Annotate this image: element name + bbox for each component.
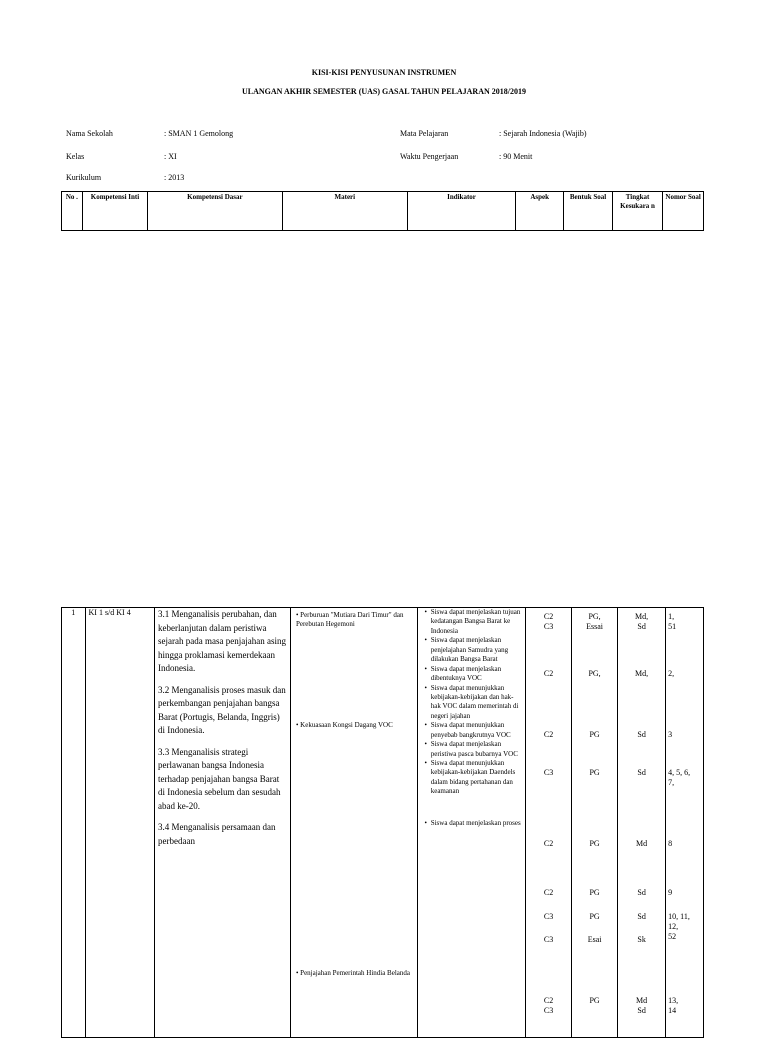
indikator-item: • Siswa dapat menunjukkan kebijakan-kebijakan dan hak-hak VOC dalam memerintah di negeri jajahan — [424, 683, 519, 720]
kd-item: 3.3 Menganalisis strategi perlawanan bangsa Indonesia terhadap penjajahan bangsa Barat di Indonesia sebelum dan sesudah abad ke-20. — [158, 746, 281, 811]
tingkat-value: Sd — [637, 888, 646, 897]
aspek-value: C2 C3 — [543, 996, 554, 1015]
tingkat-value: Sd — [637, 912, 646, 921]
header-kompetensi-inti: Kompetensi Inti — [82, 192, 147, 231]
curriculum-value: : 2013 — [164, 173, 185, 182]
class-value: : XI — [164, 152, 177, 161]
kd-item: 3.2 Menganalisis proses masuk dan perkembangan penjajahan bangsa Barat (Portugis, Belanda, Inggris) di Indonesia. — [158, 684, 286, 735]
class-label: Kelas — [66, 152, 85, 161]
indikator-item: • Siswa dapat menunjukkan penyebab bangkrutnya VOC — [424, 721, 511, 739]
indikator-item: • Siswa dapat menjelaskan dibentuknya VOC — [424, 664, 502, 683]
bentuk-value: PG, Essai — [586, 612, 604, 631]
nomor-value: 13, 14 — [668, 996, 679, 1015]
time-value: : 90 Menit — [499, 152, 533, 161]
nomor-value: 10, 11, 12, 52 — [668, 912, 690, 941]
header-kompetensi-dasar: Kompetensi Dasar — [148, 192, 283, 231]
indikator-item: • Siswa dapat menunjukkan kebijakan-kebijakan Daendels dalam bidang pertahanan dan keamanan — [424, 759, 516, 796]
table-row — [62, 608, 704, 1038]
bentuk-value: PG — [589, 912, 600, 921]
aspek-value: C2 — [543, 888, 554, 897]
cell-ki: KI 1 s/d KI 4 — [85, 608, 155, 1038]
materi-item: • Penjajahan Pemerintah Hindia Belanda — [295, 969, 410, 977]
cell-kompetensi-dasar — [155, 608, 291, 1038]
bentuk-value: PG — [589, 730, 600, 739]
bentuk-value: PG — [589, 839, 600, 848]
school-value: : SMAN 1 Gemolong — [164, 129, 234, 138]
tingkat-value: Sd — [637, 730, 646, 739]
tingkat-value: Md, Sd — [635, 612, 649, 631]
indikator-item: • Siswa dapat menjelaskan penjelajahan Samudra yang dilakukan Bangsa Barat — [424, 636, 509, 664]
time-label: Waktu Pengerjaan — [400, 152, 459, 161]
nomor-value: 3 — [668, 730, 673, 739]
bentuk-value: Esai — [587, 935, 602, 944]
header-indikator: Indikator — [407, 192, 515, 231]
aspek-value: C2 — [543, 730, 554, 739]
nomor-value: 1, 51 — [668, 612, 677, 631]
subject-value: : Sejarah Indonesia (Wajib) — [499, 129, 587, 138]
cell-materi — [290, 608, 417, 1038]
aspek-value: C3 — [543, 768, 554, 777]
materi-item: • Perburuan "Mutiara Dari Timur" dan Perebutan Hegemoni — [295, 611, 404, 629]
header-materi: Materi — [282, 192, 407, 231]
tingkat-value: Md, — [635, 669, 649, 678]
aspek-value: C2 — [543, 839, 554, 848]
bentuk-value: PG — [589, 768, 600, 777]
curriculum-label: Kurikulum — [66, 173, 102, 182]
school-label: Nama Sekolah — [66, 129, 113, 138]
subject-label: Mata Pelajaran — [400, 129, 449, 138]
nomor-value: 9 — [668, 888, 673, 897]
kd-item: 3.1 Menganalisis perubahan, dan keberlanjutan dalam peristiwa sejarah pada masa penjajahan asing hingga proklamasi kemerdekaan Indonesia. — [158, 609, 286, 673]
cell-aspek — [526, 608, 572, 1038]
indikator-item: • Siswa dapat menjelaskan proses — [424, 818, 521, 827]
cell-bentuk-soal — [572, 608, 618, 1038]
kd-item: 3.4 Menganalisis persamaan dan perbedaan — [158, 822, 276, 846]
header-no: No . — [62, 192, 83, 231]
indikator-item: • Siswa dapat menjelaskan tujuan kedatangan Bangsa Barat ke Indonesia — [424, 608, 521, 635]
cell-nomor-soal — [666, 608, 704, 1038]
nomor-value: 2, — [668, 669, 675, 678]
bentuk-value: PG, — [588, 669, 601, 678]
aspek-value: C2 C3 — [543, 612, 554, 631]
tingkat-value: Sd — [637, 768, 646, 777]
tingkat-value: Md Sd — [636, 996, 648, 1015]
header-bentuk-soal: Bentuk Soal — [564, 192, 612, 231]
nomor-value: 8 — [668, 839, 673, 848]
bentuk-value: PG — [589, 996, 600, 1005]
tingkat-value: Md — [636, 839, 648, 848]
nomor-value: 4, 5, 6, 7, — [668, 768, 691, 787]
aspek-value: C3 — [543, 912, 554, 921]
indikator-item: • Siswa dapat menjelaskan peristiwa pasca bubarnya VOC — [424, 740, 518, 758]
document-subtitle: ULANGAN AKHIR SEMESTER (UAS) GASAL TAHUN PELAJARAN 2018/2019 — [242, 87, 526, 96]
document-title: KISI-KISI PENYUSUNAN INSTRUMEN — [311, 68, 457, 77]
materi-item: • Kekuasaan Kongsi Dagang VOC — [295, 721, 393, 729]
content-table — [61, 607, 704, 1038]
header-aspek: Aspek — [516, 192, 564, 231]
header-table — [61, 191, 704, 231]
bentuk-value: PG — [589, 888, 600, 897]
aspek-value: C2 — [543, 669, 554, 678]
cell-no: 1 — [62, 608, 86, 1038]
aspek-value: C3 — [543, 935, 554, 944]
cell-tingkat-kesukaran — [618, 608, 666, 1038]
header-tingkat-kesukaran: Tingkat Kesukara n — [612, 192, 663, 231]
header-nomor-soal: Nomor Soal — [663, 192, 704, 231]
tingkat-value: Sk — [637, 935, 646, 944]
cell-indikator — [417, 608, 525, 1038]
